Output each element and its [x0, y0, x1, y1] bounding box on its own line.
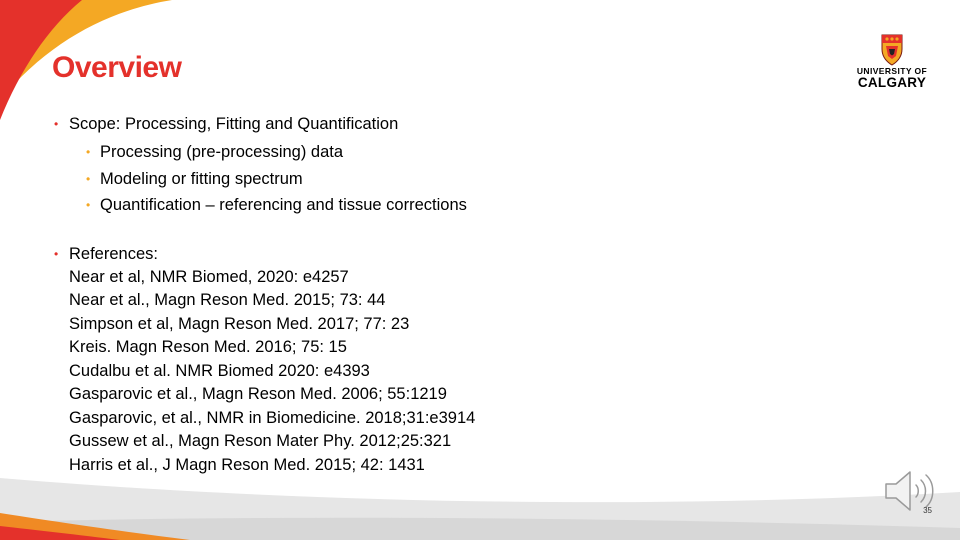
list-spacer — [54, 219, 794, 242]
list-item-references — [54, 242, 794, 478]
gold-bullet-icon: • — [86, 198, 91, 212]
red-bullet-icon: • — [54, 117, 59, 131]
university-logo — [852, 32, 932, 92]
reference-line: Gasparovic, et al., NMR in Biomedicine. 2018;31:e3914 — [69, 408, 476, 427]
list-item-scope-sub — [54, 139, 794, 166]
gold-bullet-icon: • — [86, 171, 91, 186]
gold-bullet-icon: • — [86, 145, 91, 159]
scope-item: Processing (pre-processing) data — [100, 143, 344, 161]
page-number: 35 — [923, 506, 932, 515]
reference-line: Simpson et al, Magn Reson Med. 2017; 77: 23 — [69, 314, 410, 333]
reference-line: Kreis. Magn Reson Med. 2016; 75: 15 — [69, 338, 347, 356]
coat-of-arms-icon — [878, 32, 906, 66]
references-heading: References: — [69, 244, 158, 263]
reference-line: Near et al, NMR Biomed, 2020: e4257 — [69, 267, 349, 286]
content-bullet-list — [54, 112, 794, 477]
list-item-scope-sub — [54, 192, 794, 219]
slide-title: Overview — [52, 51, 182, 84]
list-item-scope — [54, 112, 794, 136]
reference-line: Gussew et al., Magn Reson Mater Phy. 2012;25:321 — [69, 432, 452, 450]
logo-text-university-of: UNIVERSITY OF — [856, 66, 928, 76]
references-list — [69, 266, 794, 478]
reference-line: Near et al., Magn Reson Med. 2015; 73: 44 — [69, 291, 386, 309]
reference-line: Cudalbu et al. NMR Biomed 2020: e4393 — [69, 361, 370, 380]
list-item-scope-sub — [54, 166, 794, 193]
scope-item: Quantification – referencing and tissue corrections — [100, 196, 467, 214]
reference-line: Gasparovic et al., Magn Reson Med. 2006; 55:1219 — [69, 385, 447, 403]
logo-text-calgary: CALGARY — [857, 75, 927, 90]
scope-item: Modeling or fitting spectrum — [100, 169, 303, 188]
reference-line: Harris et al., J Magn Reson Med. 2015; 42: 1431 — [69, 455, 425, 474]
scope-heading: Scope: Processing, Fitting and Quantification — [69, 115, 399, 133]
red-bullet-icon: • — [54, 246, 59, 261]
